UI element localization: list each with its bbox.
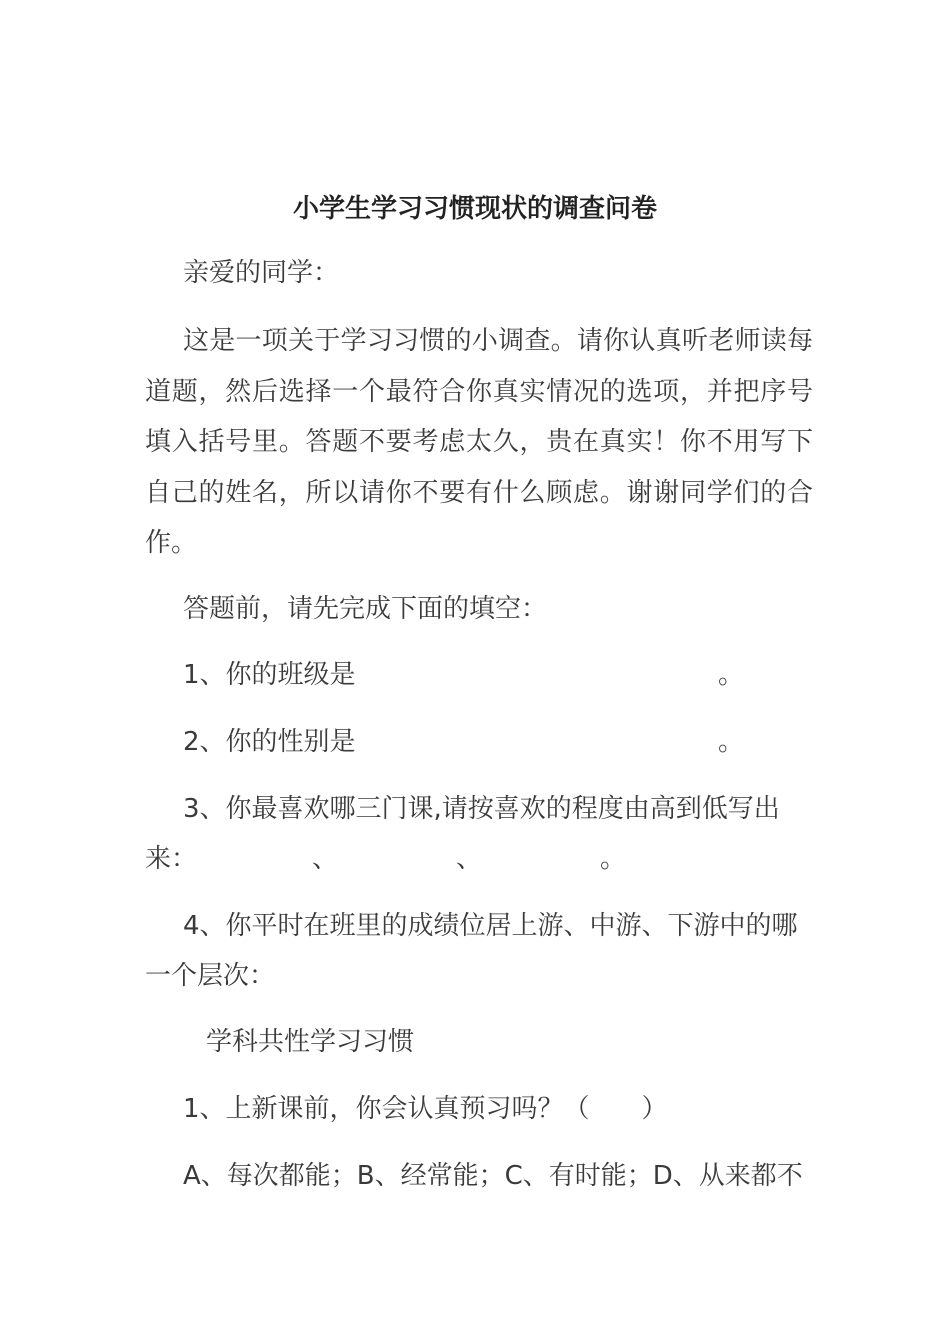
question-favorite-subjects-cont: 来：	[145, 844, 198, 874]
question-grade-level: 4、你平时在班里的成绩位居上游、中游、下游中的哪	[183, 911, 798, 941]
subject-separator-1: 、	[312, 844, 339, 874]
survey-question-1: 1、上新课前，你会认真预习吗？（ ）	[183, 1094, 668, 1124]
question-class: 1、你的班级是	[183, 660, 356, 690]
intro-paragraph: 这是一项关于学习习惯的小调查。请你认真听老师读每道题，然后选择一个最符合你真实情况的选项，并把序号填入括号里。答题不要考虑太久，贵在真实！你不用写下自己的姓名，所以请你不要有什么顾虑。谢谢同学们的合作。	[145, 326, 813, 558]
subject-end: 。	[600, 844, 627, 874]
greeting: 亲爱的同学：	[183, 258, 340, 288]
question-class-end: 。	[718, 660, 745, 690]
question-favorite-subjects: 3、你最喜欢哪三门课,请按喜欢的程度由高到低写出	[183, 794, 780, 824]
document-title: 小学生学习习惯现状的调查问卷	[292, 194, 657, 224]
question-grade-level-cont: 一个层次：	[145, 961, 276, 991]
survey-question-1-options: A、每次都能；B、经常能；C、有时能；D、从来都不	[183, 1161, 803, 1191]
question-gender-end: 。	[718, 727, 745, 757]
subject-separator-2: 、	[456, 844, 483, 874]
question-gender: 2、你的性别是	[183, 727, 356, 757]
section-heading: 学科共性学习习惯	[206, 1027, 415, 1057]
prompt-text: 答题前，请先完成下面的填空：	[183, 594, 548, 624]
